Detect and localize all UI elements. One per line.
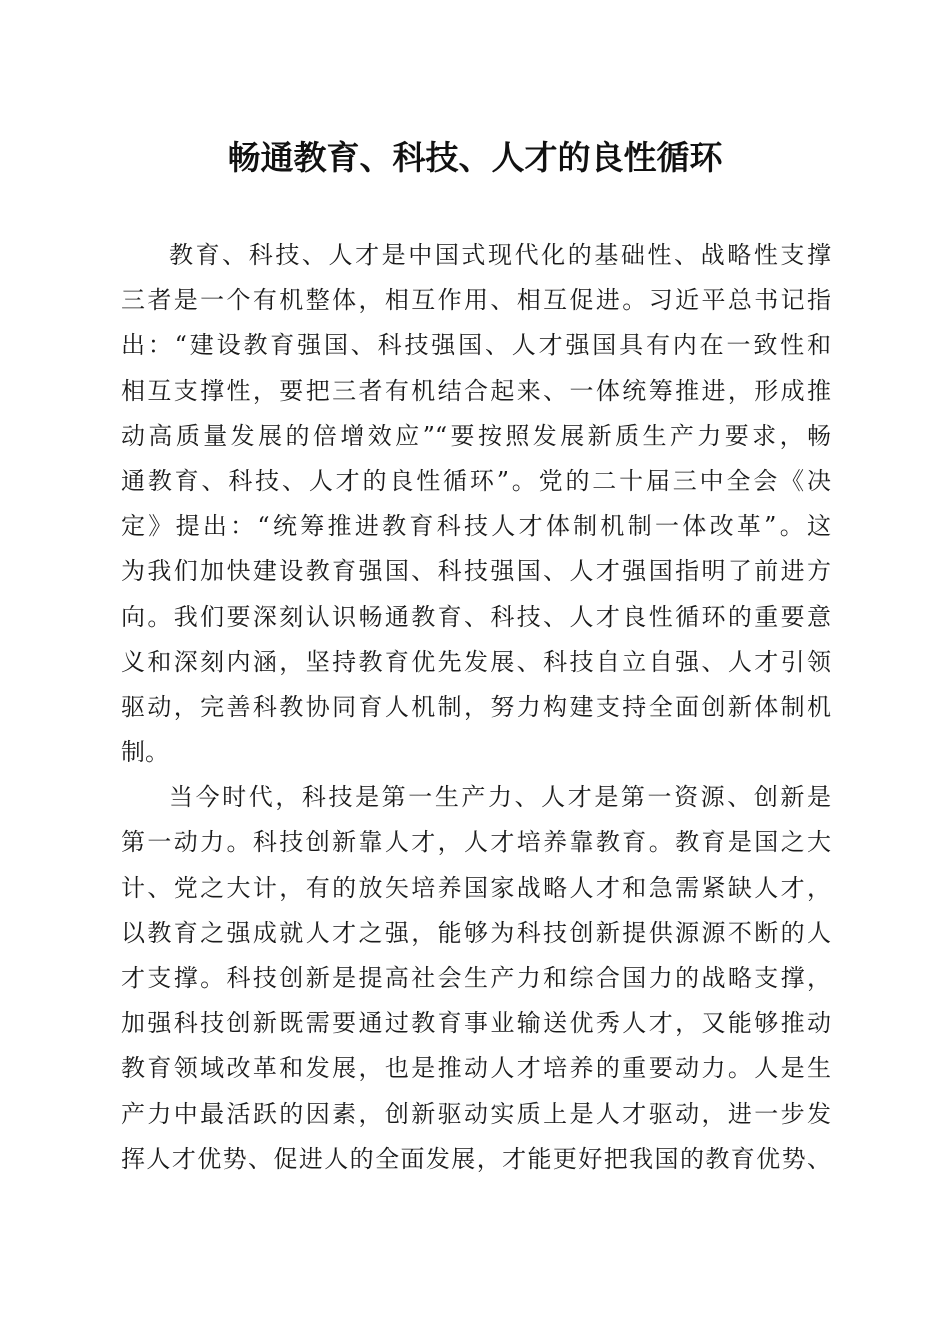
paragraph-1-line-12: 制。 [121, 738, 169, 767]
paragraph-2-line-6: 加强科技创新既需要通过教育事业输送优秀人才，又能够推动 [121, 1009, 831, 1038]
paragraph-2-line-8: 产力中最活跃的因素，创新驱动实质上是人才驱动，进一步发 [121, 1099, 831, 1128]
paragraph-1-line-6: 通教育、科技、人才的良性循环”。党的二十届三中全会《决 [121, 466, 831, 495]
paragraph-2-line-4: 以教育之强成就人才之强，能够为科技创新提供源源不断的人 [121, 918, 831, 947]
paragraph-2-line-1: 当今时代，科技是第一生产力、人才是第一资源、创新是 [169, 783, 831, 812]
paragraph-1-line-3: 出：“建设教育强国、科技强国、人才强国具有内在一致性和 [121, 331, 831, 360]
paragraph-2-line-5: 才支撑。科技创新是提高社会生产力和综合国力的战略支撑， [121, 964, 831, 992]
paragraph-1-line-1: 教育、科技、人才是中国式现代化的基础性、战略性支撑 [169, 241, 831, 269]
paragraph-1-line-2: 三者是一个有机整体，相互作用、相互促进。习近平总书记指 [121, 286, 831, 315]
paragraph-1-line-4: 相互支撑性，要把三者有机结合起来、一体统筹推进，形成推 [121, 376, 831, 405]
document-body [121, 233, 831, 1182]
paragraph-2-line-9: 挥人才优势、促进人的全面发展，才能更好把我国的教育优势、 [121, 1144, 831, 1173]
paragraph-1-line-7: 定》提出：“统筹推进教育科技人才体制机制一体改革”。这 [121, 512, 831, 541]
paragraph-1-line-10: 义和深刻内涵，坚持教育优先发展、科技自立自强、人才引领 [121, 647, 831, 676]
paragraph-1-line-9: 向。我们要深刻认识畅通教育、科技、人才良性循环的重要意 [121, 602, 831, 631]
paragraph-1-line-11: 驱动，完善科教协同育人机制，努力构建支持全面创新体制机 [121, 692, 831, 721]
document-title: 畅通教育、科技、人才的良性循环 [227, 138, 723, 177]
paragraph-1-line-8: 为我们加快建设教育强国、科技强国、人才强国指明了前进方 [121, 557, 831, 586]
paragraph-2-line-7: 教育领域改革和发展，也是推动人才培养的重要动力。人是生 [121, 1054, 831, 1083]
paragraph-1-line-5: 动高质量发展的倍增效应”“要按照发展新质生产力要求，畅 [121, 421, 831, 450]
paragraph-2-line-3: 计、党之大计，有的放矢培养国家战略人才和急需紧缺人才， [121, 873, 831, 902]
paragraph-2-line-2: 第一动力。科技创新靠人才，人才培养靠教育。教育是国之大 [121, 828, 831, 857]
